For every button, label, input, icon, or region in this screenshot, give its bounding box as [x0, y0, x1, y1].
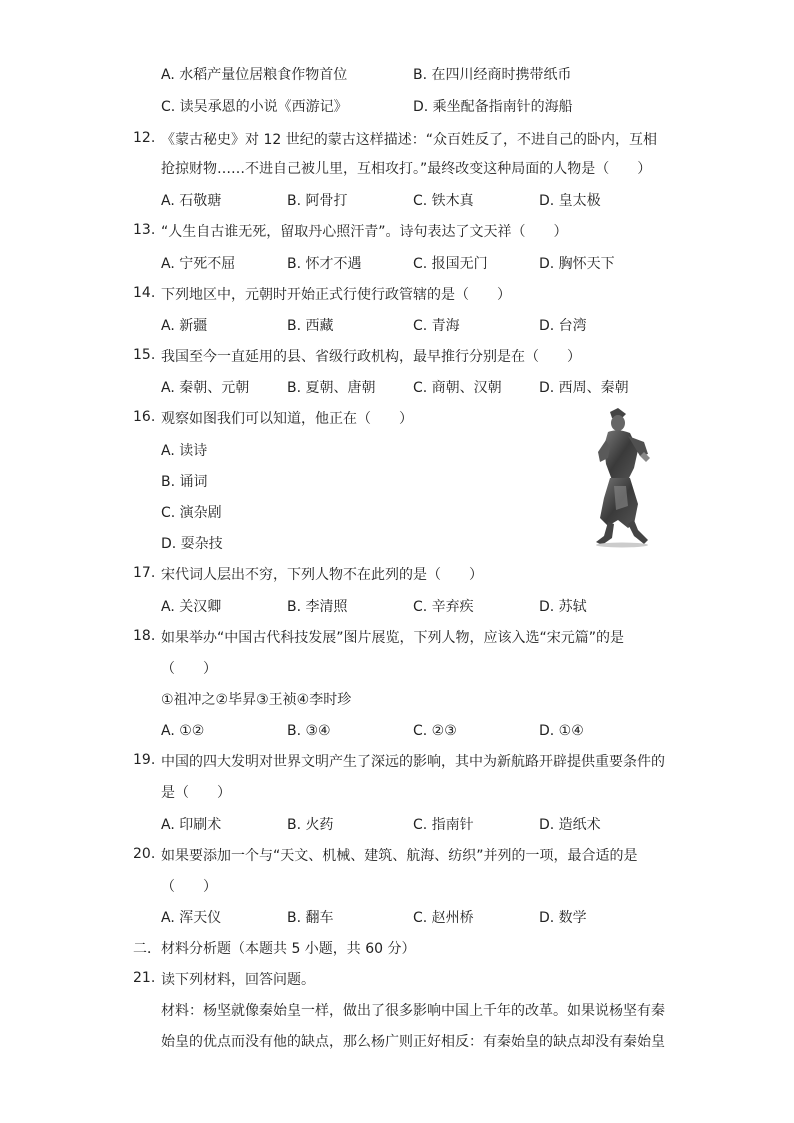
q12-option-b: B. 阿骨打 [287, 193, 348, 209]
q20-option-b: B. 翻车 [287, 910, 334, 926]
q19-option-d: D. 造纸术 [539, 817, 601, 833]
q18-option-c: C. ②③ [413, 723, 457, 739]
q19-text-line2: 是（ ） [161, 785, 231, 801]
q11-option-d: D. 乘坐配备指南针的海船 [413, 99, 573, 115]
q11-option-a: A. 水稻产量位居粮食作物首位 [161, 67, 348, 83]
q13-option-d: D. 胸怀天下 [539, 256, 615, 272]
q14-option-a: A. 新疆 [161, 318, 208, 334]
q14-option-b: B. 西藏 [287, 318, 334, 334]
q15-option-d: D. 西周、秦朝 [539, 380, 629, 396]
q15-text: 我国至今一直延用的县、省级行政机构，最早推行分别是在（ ） [161, 349, 581, 365]
q18-number: 18. [133, 628, 156, 644]
q15-number: 15. [133, 347, 156, 363]
q17-number: 17. [133, 565, 156, 581]
q16-option-c: C. 演杂剧 [161, 505, 222, 521]
q17-option-b: B. 李清照 [287, 599, 348, 615]
q12-number: 12. [133, 130, 156, 146]
q14-number: 14. [133, 285, 156, 301]
q20-option-c: C. 赵州桥 [413, 910, 474, 926]
q19-option-c: C. 指南针 [413, 817, 474, 833]
q19-number: 19. [133, 752, 156, 768]
q19-option-a: A. 印刷术 [161, 817, 222, 833]
q21-material-line2: 始皇的优点而没有他的缺点，那么杨广则正好相反：有秦始皇的缺点却没有秦始皇 [161, 1034, 665, 1050]
q13-option-c: C. 报国无门 [413, 256, 488, 272]
q18-option-d: D. ①④ [539, 723, 584, 739]
q17-option-d: D. 苏轼 [539, 599, 587, 615]
q12-option-d: D. 皇太极 [539, 193, 601, 209]
q20-option-a: A. 浑天仪 [161, 910, 222, 926]
q16-option-d: D. 耍杂技 [161, 536, 223, 552]
q20-text-line1: 如果要添加一个与“天文、机械、建筑、航海、纺织”并列的一项，最合适的是 [161, 848, 638, 864]
q12-option-c: C. 铁木真 [413, 193, 474, 209]
q21-material-line1: 材料：杨坚就像秦始皇一样，做出了很多影响中国上千年的改革。如果说杨坚有秦 [161, 1003, 665, 1019]
q17-text: 宋代词人层出不穷，下列人物不在此列的是（ ） [161, 567, 483, 583]
q14-option-d: D. 台湾 [539, 318, 587, 334]
q13-option-a: A. 宁死不屈 [161, 256, 236, 272]
q11-option-b: B. 在四川经商时携带纸币 [413, 67, 572, 83]
q16-option-b: B. 诵词 [161, 474, 208, 490]
q13-option-b: B. 怀才不遇 [287, 256, 362, 272]
q21-number: 21. [133, 970, 156, 986]
q18-text-line1: 如果举办“中国古代科技发展”图片展览，下列人物，应该入选“宋元篇”的是 [161, 630, 625, 646]
q15-option-a: A. 秦朝、元朝 [161, 380, 250, 396]
q12-text-line1: 《蒙古秘史》对 12 世纪的蒙古这样描述：“众百姓反了，不进自己的卧内，互相 [161, 132, 657, 148]
q14-option-c: C. 青海 [413, 318, 460, 334]
q15-option-c: C. 商朝、汉朝 [413, 380, 502, 396]
q11-option-c: C. 读吴承恩的小说《西游记》 [161, 99, 348, 115]
q12-option-a: A. 石敬瑭 [161, 193, 222, 209]
q18-items: ①祖冲之②毕昇③王祯④李时珍 [161, 692, 352, 708]
q21-text: 读下列材料，回答问题。 [161, 972, 315, 988]
q17-option-c: C. 辛弃疾 [413, 599, 474, 615]
q18-option-b: B. ③④ [287, 723, 331, 739]
q13-text: “人生自古谁无死，留取丹心照汗青”。诗句表达了文天祥（ ） [161, 224, 568, 240]
q19-option-b: B. 火药 [287, 817, 334, 833]
q15-option-b: B. 夏朝、唐朝 [287, 380, 376, 396]
q17-option-a: A. 关汉卿 [161, 599, 222, 615]
section-title: 二．材料分析题（本题共 5 小题，共 60 分） [133, 941, 416, 957]
q14-text: 下列地区中，元朝时开始正式行使行政管辖的是（ ） [161, 287, 511, 303]
q18-text-line2: （ ） [161, 661, 217, 677]
q20-option-d: D. 数学 [539, 910, 587, 926]
q13-number: 13. [133, 222, 156, 238]
q12-text-line2: 抢掠财物……不进自己被儿里，互相攻打。”最终改变这种局面的人物是（ ） [161, 161, 652, 177]
q20-number: 20. [133, 846, 156, 862]
q16-option-a: A. 读诗 [161, 443, 208, 459]
q19-text-line1: 中国的四大发明对世界文明产生了深远的影响，其中为新航路开辟提供重要条件的 [161, 754, 665, 770]
q18-option-a: A. ①② [161, 723, 205, 739]
q16-text: 观察如图我们可以知道，他正在（ ） [161, 411, 413, 427]
q16-number: 16. [133, 409, 156, 425]
q20-text-line2: （ ） [161, 879, 217, 895]
performer-figurine-image [588, 406, 660, 548]
